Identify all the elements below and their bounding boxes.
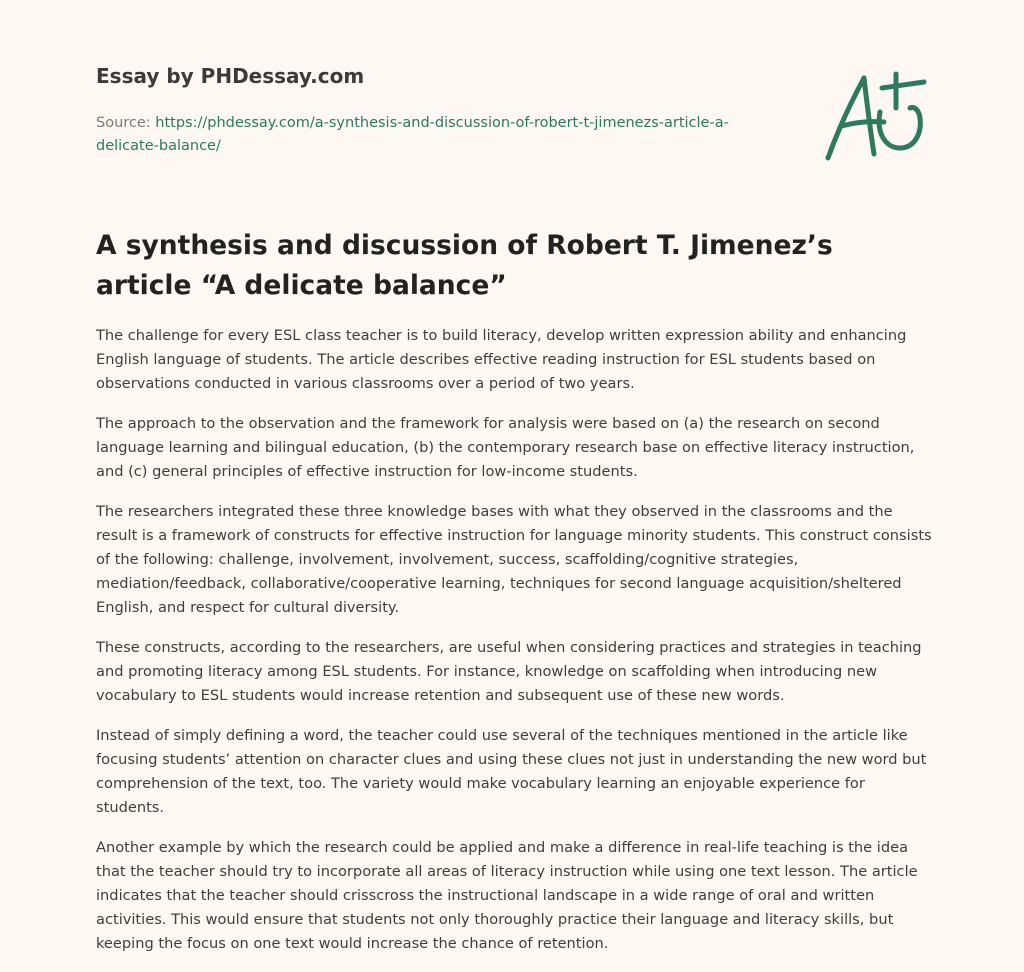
source-label: Source: [96,115,151,131]
paragraph: The approach to the observation and the framework for analysis were based on (a) the research on second language learning and bilingual education, (b) the contemporary research base on effective literacy instruction, and (c) general principles of effective instruction for low-income students. [96,415,915,480]
paragraph: Another example by which the research could be applied and make a difference in real-life teaching is the idea that the teacher should try to incorporate all areas of literacy instruction while using one text lesson. The article indicates that the teacher should crisscross the instructional landscape in a wide range of oral and written activities. This would ensure that students not only thoroughly practice their language and literacy skills, but keeping the focus on one text would increase the chance of retention. [96,839,918,952]
essay-body [96,324,932,972]
paragraph: These constructs, according to the researchers, are useful when considering practices and strategies in teaching and promoting literacy among ESL students. For instance, knowledge on scaffolding when introducing new vocabulary to ESL students would increase retention and subsequent use of these new words. [96,639,922,704]
source-line [96,112,776,158]
source-link[interactable]: https://phdessay.com/a-synthesis-and-discussion-of-robert-t-jimenezs-article-a-delicate-balance/ [96,115,729,154]
a-plus-logo-icon [820,64,932,168]
site-brand: Essay by PHDessay.com [96,64,365,88]
paragraph: The challenge for every ESL class teacher is to build literacy, develop written expression ability and enhancing English language of students. The article describes effective reading instruction for ESL students based on observations conducted in various classrooms over a period of two years. [96,327,907,392]
essay-title: A synthesis and discussion of Robert T. Jimenez’s article “A delicate balance” [96,230,833,301]
paragraph: The researchers integrated these three knowledge bases with what they observed in the classrooms and the result is a framework of constructs for effective instruction for language minority students. This construct consists of the following: challenge, involvement, involvement, success, scaffolding/cognitive strategies, mediation/feedback, collaborative/cooperative learning, techniques for second language acquisition/sheltered English, and respect for cultural diversity. [96,503,932,616]
paragraph: Instead of simply defining a word, the teacher could use several of the techniques mentioned in the article like focusing students’ attention on character clues and using these clues not just in understanding the new word but comprehension of the text, too. The variety would make vocabulary learning an enjoyable experience for students. [96,727,927,816]
